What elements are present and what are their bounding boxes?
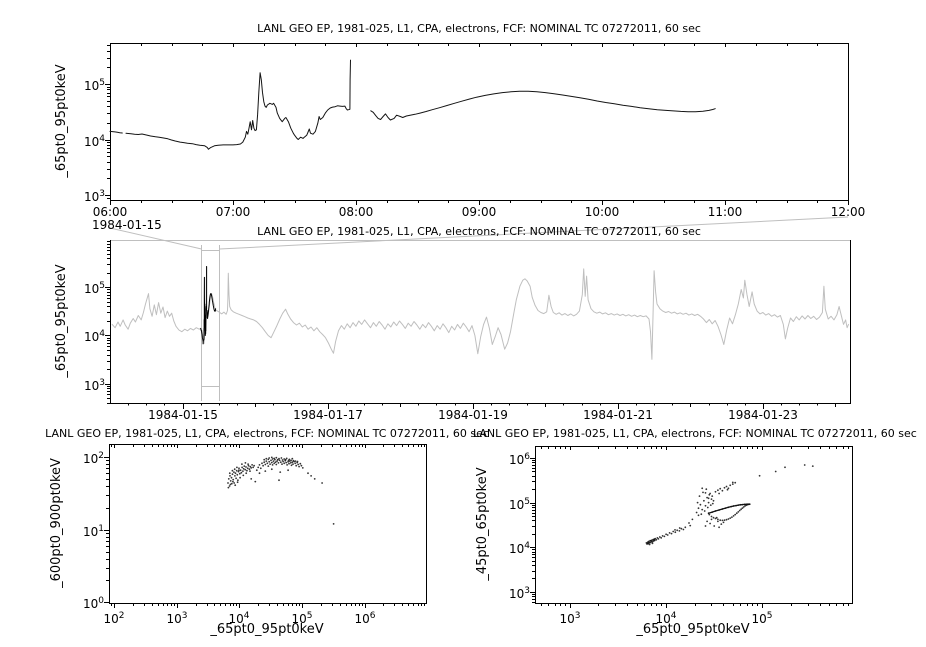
panel4-scatter-point bbox=[711, 495, 713, 497]
panel4-scatter-point bbox=[699, 495, 701, 497]
panel4-scatter-point bbox=[734, 482, 736, 484]
panel4-scatter-point bbox=[737, 511, 739, 513]
panel4-scatter-point bbox=[735, 505, 737, 507]
panel3-scatter-point bbox=[236, 474, 238, 476]
panel3-scatter-point bbox=[270, 460, 272, 462]
panel4-scatter-point bbox=[718, 509, 720, 511]
panel3-scatter-point bbox=[230, 480, 232, 482]
panel4-scatter-point bbox=[689, 525, 691, 527]
panel1-plot-area[interactable] bbox=[111, 44, 849, 201]
panel3-scatter-point bbox=[273, 462, 275, 464]
panel3-scatter-point bbox=[292, 463, 294, 465]
panel4-scatter-point bbox=[730, 506, 732, 508]
panel3-scatter-point bbox=[273, 460, 275, 462]
panel4-scatter-point bbox=[696, 512, 698, 514]
x-tick-label: $10^5$ bbox=[751, 611, 773, 626]
panel4-scatter-point bbox=[739, 510, 741, 512]
panel3-scatter-point bbox=[333, 523, 335, 525]
panel3-scatter-point bbox=[293, 460, 295, 462]
panel3-scatter-point bbox=[235, 477, 237, 479]
panel3-scatter-point bbox=[260, 467, 262, 469]
panel3-scatter-point bbox=[256, 469, 258, 471]
panel3-scatter-point bbox=[247, 463, 249, 465]
panel4-y-axis-label: _45pt0_65pt0keV bbox=[475, 467, 490, 581]
panel4-scatter-point bbox=[724, 487, 726, 489]
panel3-scatter-point bbox=[263, 461, 265, 463]
panel3-scatter-point bbox=[253, 465, 255, 467]
panel4-scatter-point bbox=[747, 503, 749, 505]
panel3-title: LANL GEO EP, 1981-025, L1, CPA, electrons, FCF: NOMINAL TC 07272011, 60 sec bbox=[45, 427, 489, 440]
panel3-scatter-point bbox=[267, 465, 269, 467]
panel3-scatter-point bbox=[282, 459, 284, 461]
panel3-scatter-point bbox=[295, 465, 297, 467]
panel4-scatter-point bbox=[722, 508, 724, 510]
panel1-x-tick-label: 11:00 bbox=[707, 205, 743, 219]
panel3-scatter-point bbox=[240, 469, 242, 471]
panel4-scatter-point bbox=[665, 533, 667, 535]
panel1-x-tick-label: 06:00 bbox=[92, 205, 128, 219]
panel3-scatter-point bbox=[278, 479, 280, 481]
panel4-scatter-point bbox=[718, 526, 720, 528]
panel3-scatter-point bbox=[310, 475, 312, 477]
panel3-scatter-point bbox=[249, 468, 251, 470]
panel4-scatter-point bbox=[708, 497, 710, 499]
panel3-scatter-point bbox=[261, 462, 263, 464]
panel3-scatter-point bbox=[290, 462, 292, 464]
panel3-scatter-point bbox=[232, 479, 234, 481]
panel4-scatter-point bbox=[706, 521, 708, 523]
panel4-scatter-point bbox=[711, 516, 713, 518]
panel3-scatter-point bbox=[237, 479, 239, 481]
panel3-scatter-point bbox=[301, 465, 303, 467]
panel3-scatter-point bbox=[321, 482, 323, 484]
panel4-scatter-point bbox=[650, 540, 652, 542]
panel3-scatter-point bbox=[294, 462, 296, 464]
panel3-scatter-point bbox=[227, 482, 229, 484]
panel4-scatter-point bbox=[704, 510, 706, 512]
panel2-x-tick-label: 1984-01-19 bbox=[438, 408, 508, 422]
panel4-scatter-point bbox=[672, 531, 674, 533]
panel4-scatter-point bbox=[725, 507, 727, 509]
panel4-scatter-point bbox=[742, 504, 744, 506]
panel4-scatter-point bbox=[707, 507, 709, 509]
panel3-scatter-point bbox=[243, 468, 245, 470]
panel3-scatter-point bbox=[247, 467, 249, 469]
panel3-scatter-point bbox=[237, 481, 239, 483]
panel4-scatter-point bbox=[688, 522, 690, 524]
y-tick-label: $10^6$ bbox=[508, 452, 530, 467]
panel4-scatter-point bbox=[712, 503, 714, 505]
panel3-scatter-point bbox=[266, 462, 268, 464]
panel3-scatter-point bbox=[262, 465, 264, 467]
panel3-scatter-point bbox=[249, 470, 251, 472]
panel4-scatter-point bbox=[660, 537, 662, 539]
panel4-scatter-point bbox=[649, 544, 651, 546]
panel1-x-tick-label: 08:00 bbox=[338, 205, 374, 219]
panel4-scatter-point bbox=[804, 464, 806, 466]
panel3-scatter-point bbox=[288, 463, 290, 465]
panel4-scatter-point bbox=[705, 505, 707, 507]
panel3-scatter-point bbox=[228, 487, 230, 489]
panel4-scatter-point bbox=[734, 514, 736, 516]
panel4-scatter-point bbox=[708, 502, 710, 504]
panel4-scatter-point bbox=[705, 525, 707, 527]
panel3-scatter-point bbox=[271, 468, 273, 470]
panel4-scatter-point bbox=[701, 509, 703, 511]
panel3-scatter-point bbox=[264, 470, 266, 472]
panel3-scatter-point bbox=[295, 460, 297, 462]
y-tick-label: $10^5$ bbox=[83, 281, 105, 296]
panel4-scatter-point bbox=[728, 518, 730, 520]
panel3-scatter-point bbox=[235, 472, 237, 474]
panel3-scatter-point bbox=[248, 465, 250, 467]
panel4-scatter-point bbox=[729, 484, 731, 486]
panel4-scatter-point bbox=[652, 543, 654, 545]
panel3-scatter-point bbox=[236, 470, 238, 472]
panel3-scatter-point bbox=[281, 463, 283, 465]
x-tick-label: $10^4$ bbox=[655, 611, 677, 626]
panel4-scatter-point bbox=[759, 475, 761, 477]
panel3-scatter-point bbox=[287, 469, 289, 471]
panel4-scatter-point bbox=[732, 483, 734, 485]
panel4-scatter-point bbox=[717, 519, 719, 521]
panel3-scatter-point bbox=[228, 478, 230, 480]
panel3-scatter-point bbox=[267, 459, 269, 461]
y-tick-label: $10^4$ bbox=[508, 541, 530, 556]
panel3-scatter-point bbox=[229, 472, 231, 474]
panel3-scatter-point bbox=[257, 467, 259, 469]
panel4-scatter-point bbox=[711, 498, 713, 500]
panel3-scatter-point bbox=[246, 470, 248, 472]
panel3-scatter-point bbox=[232, 473, 234, 475]
x-tick-label: $10^5$ bbox=[291, 611, 313, 626]
panel3-scatter-point bbox=[280, 461, 282, 463]
panel3-scatter-point bbox=[234, 468, 236, 470]
panel2-x-tick-label: 1984-01-23 bbox=[728, 408, 798, 422]
panel3-scatter-point bbox=[231, 477, 233, 479]
panel3-scatter-point bbox=[278, 462, 280, 464]
panel3-scatter-point bbox=[229, 475, 231, 477]
panel3-scatter-point bbox=[268, 461, 270, 463]
panel3-scatter-point bbox=[299, 463, 301, 465]
panel4-scatter-point bbox=[679, 530, 681, 532]
panel3-scatter-point bbox=[275, 457, 277, 459]
panel3-scatter-point bbox=[281, 457, 283, 459]
panel4-scatter-point bbox=[731, 516, 733, 518]
panel3-scatter-point bbox=[254, 481, 256, 483]
panel2-highlight-series bbox=[201, 267, 216, 344]
panel4-scatter-point bbox=[653, 539, 655, 541]
panel4-scatter-point bbox=[705, 492, 707, 494]
panel3-scatter-point bbox=[230, 484, 232, 486]
panel4-x-axis-label: _65pt0_95pt0keV bbox=[636, 622, 750, 637]
panel4-scatter-point bbox=[726, 486, 728, 488]
panel4-scatter-point bbox=[658, 538, 660, 540]
y-tick-label: $10^2$ bbox=[82, 451, 104, 466]
panel3-scatter-point bbox=[259, 464, 261, 466]
panel3-scatter-point bbox=[285, 459, 287, 461]
panel4-scatter-point bbox=[733, 515, 735, 517]
panel4-scatter-point bbox=[719, 488, 721, 490]
panel4-scatter-point bbox=[671, 533, 673, 535]
y-tick-label: $10^5$ bbox=[508, 497, 530, 512]
panel3-scatter-point bbox=[241, 463, 243, 465]
panel4-scatter-point bbox=[722, 520, 724, 522]
panel3-scatter-point bbox=[238, 467, 240, 469]
panel4-scatter-point bbox=[713, 500, 715, 502]
panel3-scatter-point bbox=[265, 460, 267, 462]
panel3-scatter-point bbox=[265, 458, 267, 460]
panel2-x-tick-label: 1984-01-21 bbox=[583, 408, 653, 422]
panel3-scatter-point bbox=[236, 467, 238, 469]
panel4-scatter-point bbox=[713, 517, 715, 519]
y-tick-label: $10^1$ bbox=[82, 524, 104, 539]
panel4-scatter-point bbox=[719, 519, 721, 521]
panel1-x-tick-label: 07:00 bbox=[215, 205, 251, 219]
panel4-scatter-point bbox=[684, 526, 686, 528]
panel4-scatter-point bbox=[718, 493, 720, 495]
panel3-scatter-point bbox=[245, 472, 247, 474]
panel4-scatter-point bbox=[728, 506, 730, 508]
panel3-scatter-point bbox=[264, 464, 266, 466]
panel4-scatter-point bbox=[715, 518, 717, 520]
panel3-scatter-point bbox=[252, 467, 254, 469]
panel4-scatter-point bbox=[740, 504, 742, 506]
panel4-scatter-point bbox=[700, 504, 702, 506]
panel3-scatter-point bbox=[242, 475, 244, 477]
panel4-plot-area[interactable] bbox=[536, 447, 853, 604]
panel3-scatter-point bbox=[239, 473, 241, 475]
panel4-scatter-point bbox=[683, 529, 685, 531]
panel4-scatter-point bbox=[697, 502, 699, 504]
panel1-x-tick-label: 10:00 bbox=[584, 205, 620, 219]
panel4-scatter-point bbox=[674, 529, 676, 531]
panel4-scatter-point bbox=[702, 492, 704, 494]
panel4-scatter-point bbox=[723, 522, 725, 524]
panel3-scatter-point bbox=[275, 461, 277, 463]
panel4-scatter-point bbox=[745, 503, 747, 505]
panel4-scatter-point bbox=[733, 505, 735, 507]
x-tick-label: $10^3$ bbox=[166, 611, 188, 626]
y-tick-label: $10^3$ bbox=[83, 378, 105, 393]
x-tick-label: $10^6$ bbox=[354, 611, 376, 626]
panel4-scatter-point bbox=[736, 512, 738, 514]
panel3-scatter-point bbox=[233, 471, 235, 473]
panel2-plot-area[interactable] bbox=[111, 241, 851, 404]
panel3-scatter-point bbox=[297, 461, 299, 463]
panel4-scatter-point bbox=[700, 513, 702, 515]
panel4-scatter-point bbox=[732, 482, 734, 484]
panel4-scatter-point bbox=[662, 535, 664, 537]
panel4-scatter-point bbox=[698, 507, 700, 509]
panel4-scatter-point bbox=[708, 494, 710, 496]
panel4-scatter-point bbox=[737, 504, 739, 506]
panel4-scatter-point bbox=[667, 534, 669, 536]
panel3-scatter-point bbox=[279, 460, 281, 462]
panel3-scatter-point bbox=[272, 458, 274, 460]
panel4-scatter-point bbox=[784, 466, 786, 468]
panel3-scatter-point bbox=[277, 459, 279, 461]
panel3-scatter-point bbox=[314, 478, 316, 480]
panel3-scatter-point bbox=[241, 472, 243, 474]
panel3-scatter-point bbox=[302, 467, 304, 469]
y-tick-label: $10^4$ bbox=[83, 134, 105, 149]
panel2-title: LANL GEO EP, 1981-025, L1, CPA, electrons, FCF: NOMINAL TC 07272011, 60 sec bbox=[257, 225, 701, 238]
panel3-scatter-point bbox=[271, 457, 273, 459]
panel3-scatter-point bbox=[244, 469, 246, 471]
panel1-date-label: 1984-01-15 bbox=[92, 218, 162, 232]
panel3-scatter-point bbox=[297, 464, 299, 466]
panel4-scatter-point bbox=[713, 525, 715, 527]
panel3-scatter-point bbox=[233, 482, 235, 484]
panel3-y-axis-label: _600pt0_900pt0keV bbox=[49, 458, 64, 588]
panel1-x-tick-label: 12:00 bbox=[830, 205, 866, 219]
panel3-scatter-point bbox=[250, 467, 252, 469]
panel4-scatter-point bbox=[715, 510, 717, 512]
panel4-scatter-point bbox=[692, 519, 694, 521]
panel4-scatter-point bbox=[720, 523, 722, 525]
panel3-scatter-point bbox=[242, 470, 244, 472]
panel3-x-axis-label: _65pt0_95pt0keV bbox=[210, 622, 324, 637]
x-tick-label: $10^2$ bbox=[103, 611, 125, 626]
panel4-scatter-point bbox=[749, 503, 751, 505]
panel4-scatter-point bbox=[709, 523, 711, 525]
panel3-scatter-point bbox=[241, 467, 243, 469]
panel3-scatter-point bbox=[291, 458, 293, 460]
panel4-scatter-point bbox=[744, 504, 746, 506]
panel3-scatter-point bbox=[288, 460, 290, 462]
panel1-flux-series bbox=[110, 60, 715, 149]
panel3-scatter-point bbox=[232, 470, 234, 472]
panel4-scatter-point bbox=[698, 514, 700, 516]
panel2-x-tick-label: 1984-01-15 bbox=[148, 408, 218, 422]
panel3-scatter-point bbox=[271, 462, 273, 464]
panel3-scatter-point bbox=[275, 464, 277, 466]
panel4-scatter-point bbox=[724, 519, 726, 521]
panel1-y-axis-label: _65pt0_95pt0keV bbox=[54, 64, 69, 178]
panel4-scatter-point bbox=[703, 500, 705, 502]
x-tick-label: $10^4$ bbox=[228, 611, 250, 626]
panel3-scatter-point bbox=[291, 461, 293, 463]
panel3-scatter-point bbox=[234, 475, 236, 477]
panel4-scatter-point bbox=[710, 504, 712, 506]
panel4-scatter-point bbox=[717, 489, 719, 491]
panel1-title: LANL GEO EP, 1981-025, L1, CPA, electrons, FCF: NOMINAL TC 07272011, 60 sec bbox=[257, 22, 701, 35]
x-tick-label: $10^3$ bbox=[559, 611, 581, 626]
panel3-scatter-point bbox=[285, 462, 287, 464]
panel4-scatter-point bbox=[679, 527, 681, 529]
y-tick-label: $10^3$ bbox=[83, 189, 105, 204]
panel3-scatter-point bbox=[283, 462, 285, 464]
panel3-scatter-point bbox=[245, 466, 247, 468]
panel4-scatter-point bbox=[729, 517, 731, 519]
y-tick-label: $10^4$ bbox=[83, 329, 105, 344]
panel3-scatter-point bbox=[286, 464, 288, 466]
panel2-context-series bbox=[112, 267, 848, 360]
panel3-scatter-point bbox=[279, 471, 281, 473]
panel3-scatter-point bbox=[250, 478, 252, 480]
panel2-y-axis-label: _65pt0_95pt0keV bbox=[54, 264, 69, 378]
panel4-scatter-point bbox=[681, 528, 683, 530]
panel4-scatter-point bbox=[708, 512, 710, 514]
panel4-scatter-point bbox=[705, 488, 707, 490]
panel4-scatter-point bbox=[711, 519, 713, 521]
panel3-scatter-point bbox=[239, 477, 241, 479]
panel1-x-tick-label: 09:00 bbox=[461, 205, 497, 219]
panel3-scatter-point bbox=[272, 464, 274, 466]
panel3-scatter-point bbox=[238, 469, 240, 471]
panel4-scatter-point bbox=[655, 539, 657, 541]
panel4-scatter-point bbox=[715, 491, 717, 493]
panel3-scatter-point bbox=[291, 464, 293, 466]
panel4-scatter-point bbox=[648, 541, 650, 543]
panel4-scatter-point bbox=[726, 519, 728, 521]
panel4-scatter-point bbox=[669, 532, 671, 534]
y-tick-label: $10^5$ bbox=[83, 78, 105, 93]
panel3-scatter-point bbox=[298, 466, 300, 468]
panel3-scatter-point bbox=[273, 458, 275, 460]
panel3-scatter-point bbox=[263, 459, 265, 461]
panel3-scatter-point bbox=[290, 460, 292, 462]
panel3-scatter-point bbox=[307, 472, 309, 474]
panel4-scatter-point bbox=[674, 531, 676, 533]
y-tick-label: $10^0$ bbox=[82, 596, 104, 611]
panel4-scatter-point bbox=[676, 529, 678, 531]
panel4-scatter-point bbox=[727, 489, 729, 491]
panel4-scatter-point bbox=[722, 490, 724, 492]
panel4-title: LANL GEO EP, 1981-025, L1, CPA, electrons, FCF: NOMINAL TC 07272011, 60 sec bbox=[473, 427, 917, 440]
panel4-scatter-point bbox=[775, 471, 777, 473]
panel3-plot-area[interactable] bbox=[110, 445, 427, 604]
panel3-scatter-point bbox=[229, 485, 231, 487]
panel3-scatter-point bbox=[269, 463, 271, 465]
panel3-scatter-point bbox=[234, 484, 236, 486]
panel3-scatter-point bbox=[243, 465, 245, 467]
panel4-scatter-point bbox=[711, 511, 713, 513]
panel4-scatter-point bbox=[664, 536, 666, 538]
panel4-scatter-point bbox=[717, 521, 719, 523]
panel4-scatter-point bbox=[701, 487, 703, 489]
y-tick-label: $10^3$ bbox=[508, 586, 530, 601]
panel4-loop-upper-edge bbox=[709, 504, 750, 513]
panel3-scatter-point bbox=[245, 462, 247, 464]
panel2-x-tick-label: 1984-01-17 bbox=[293, 408, 363, 422]
panel3-scatter-point bbox=[251, 464, 253, 466]
panel4-scatter-point bbox=[812, 465, 814, 467]
panel3-scatter-point bbox=[259, 472, 261, 474]
panel3-scatter-point bbox=[232, 481, 234, 483]
